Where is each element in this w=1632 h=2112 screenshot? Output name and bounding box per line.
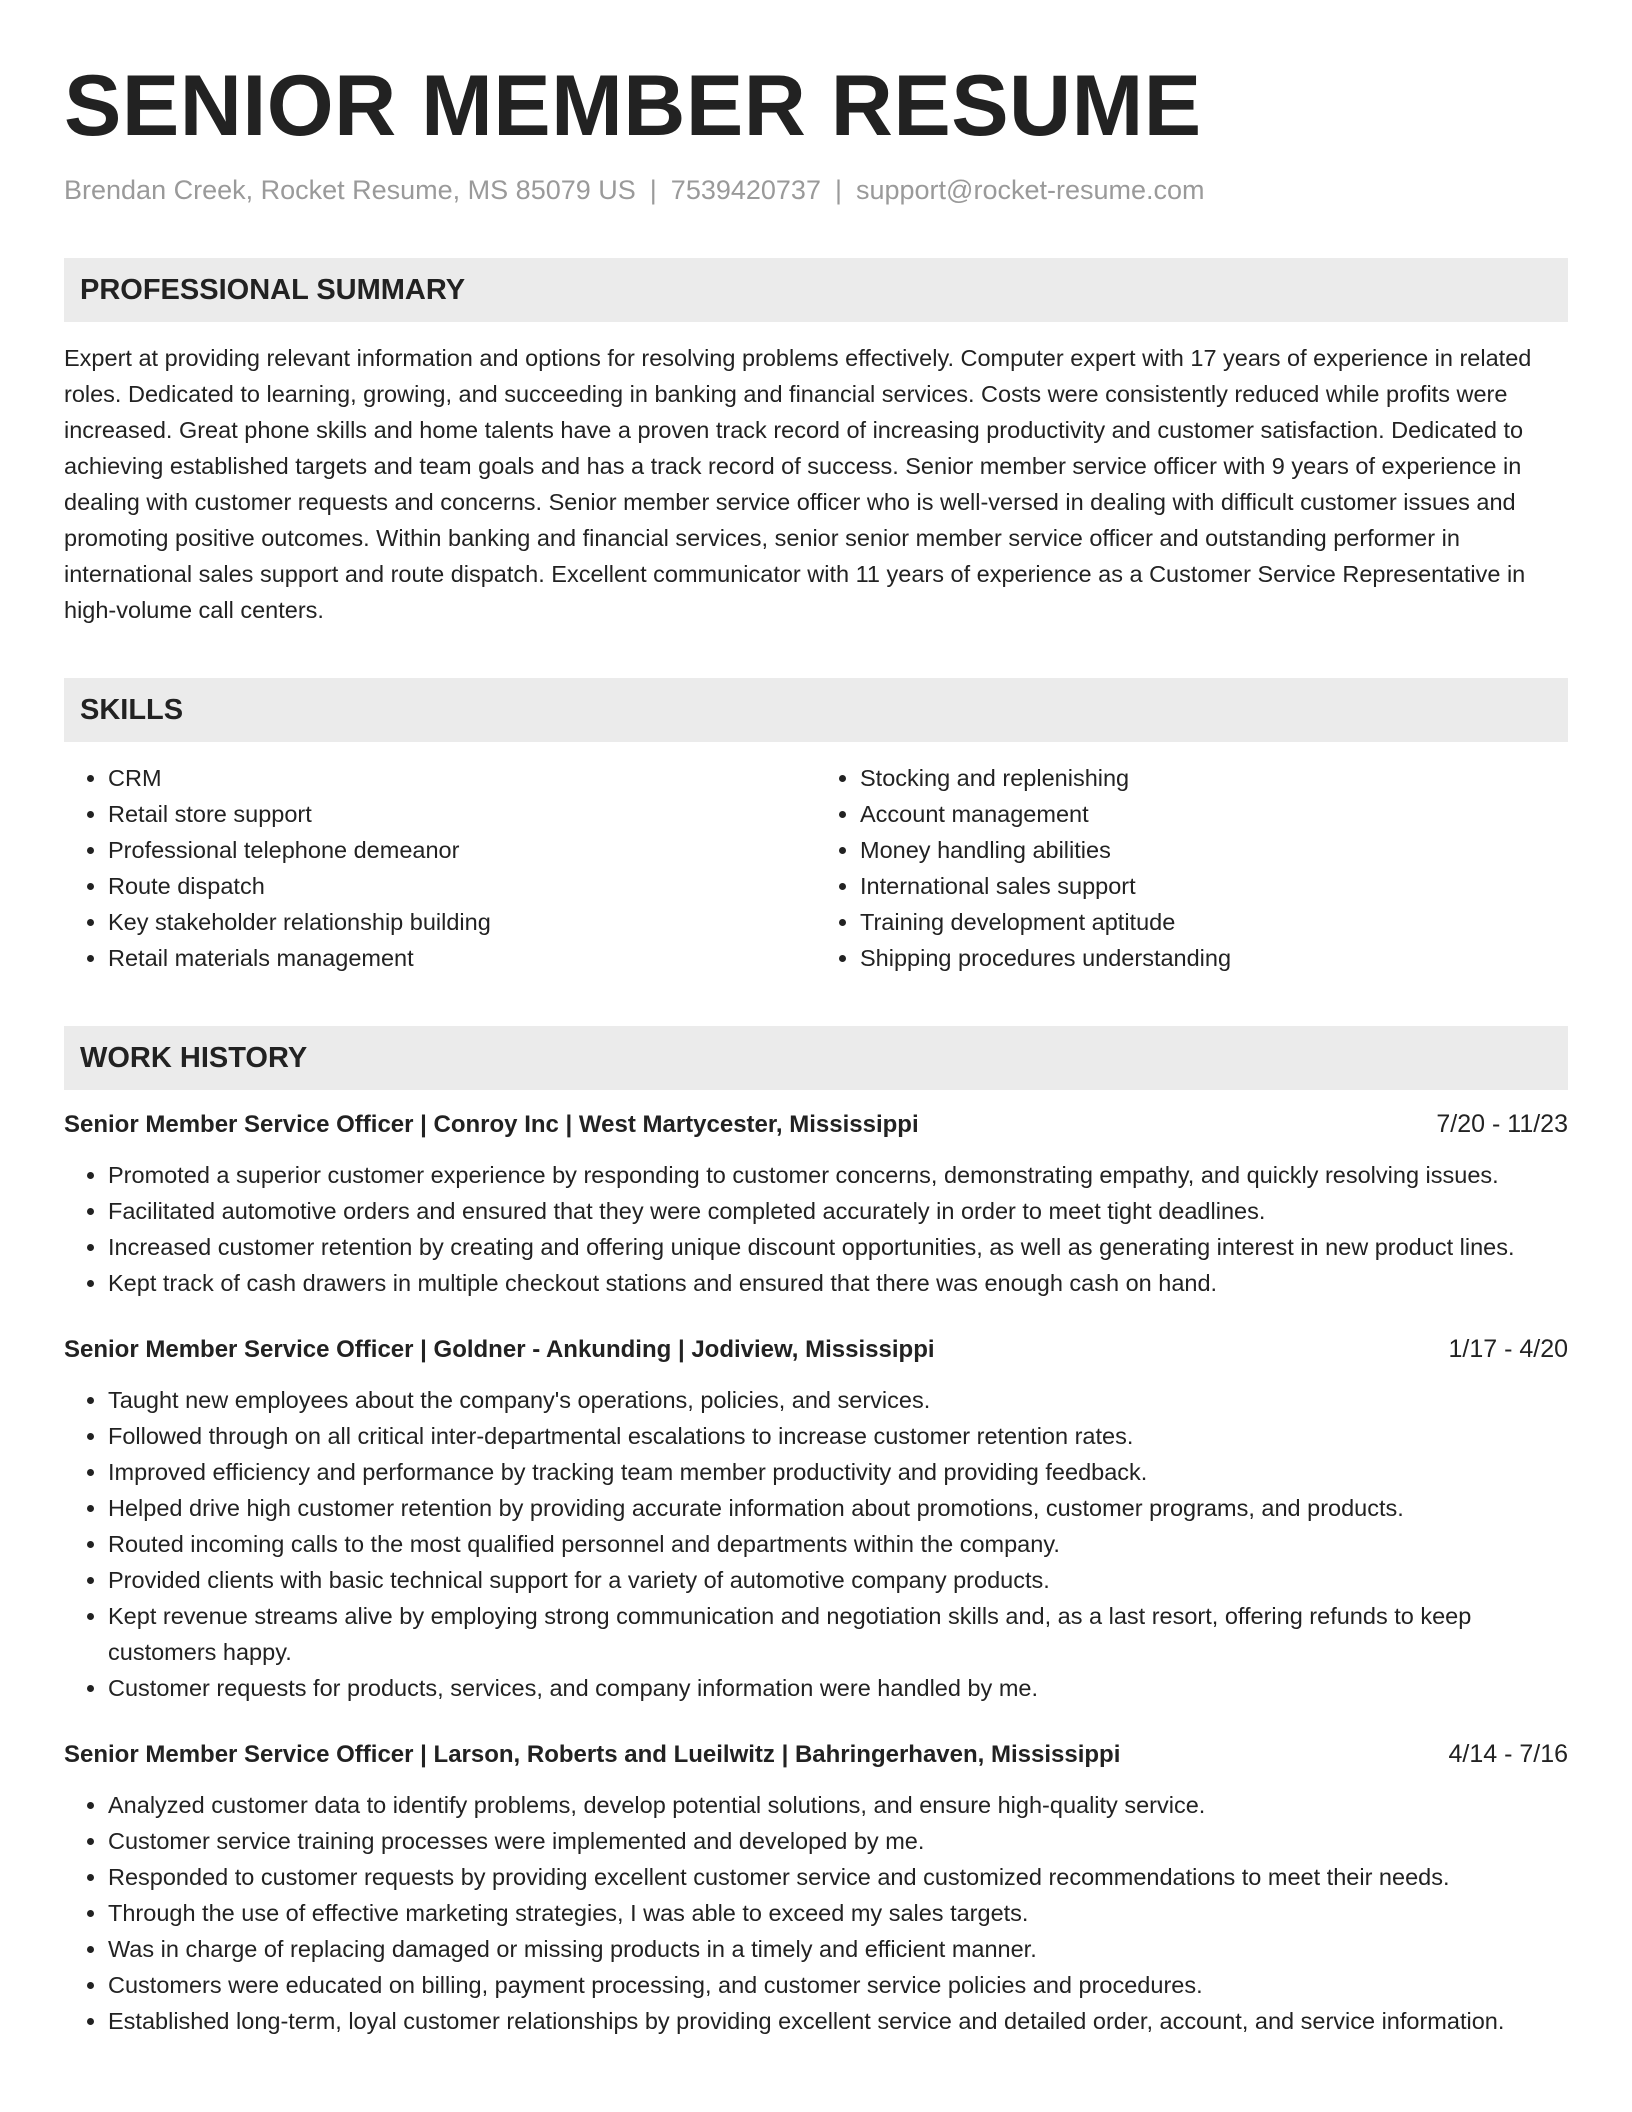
- job-title: Senior Member Service Officer | Goldner - Ankunding | Jodiview, Mississippi: [64, 1336, 935, 1363]
- job-bullets: [64, 1382, 1568, 1706]
- job-bullet: • Helped drive high customer retention by providing accurate information about promotions, customer programs, and products.: [108, 1490, 1568, 1526]
- job-bullet: • Taught new employees about the company's operations, policies, and services.: [108, 1382, 1568, 1418]
- job-dates: 7/20 - 11/23: [1436, 1110, 1568, 1138]
- skill-item: • Account management: [860, 796, 1568, 832]
- skill-item: • Route dispatch: [108, 868, 816, 904]
- work-history-list: [64, 1106, 1568, 2039]
- job-bullet: • Facilitated automotive orders and ensured that they were completed accurately in order to meet tight deadlines.: [108, 1193, 1568, 1229]
- job-header: [64, 1106, 1568, 1143]
- skills-column-left: [64, 760, 816, 976]
- contact-email: support@rocket-resume.com: [855, 175, 1205, 205]
- skill-item: • Stocking and replenishing: [860, 760, 1568, 796]
- job-bullet: • Kept track of cash drawers in multiple checkout stations and ensured that there was enough cash on hand.: [108, 1265, 1568, 1301]
- contact-address: Brendan Creek, Rocket Resume, MS 85079 US: [64, 175, 636, 205]
- skill-item: • Retail store support: [108, 796, 816, 832]
- skill-item: • Money handling abilities: [860, 832, 1568, 868]
- skill-item: • Retail materials management: [108, 940, 816, 976]
- job-bullet: • Analyzed customer data to identify problems, develop potential solutions, and ensure high-quality service.: [108, 1787, 1568, 1823]
- section-heading-summary: PROFESSIONAL SUMMARY: [64, 258, 1568, 322]
- job-bullet: • Followed through on all critical inter-departmental escalations to increase customer retention rates.: [108, 1418, 1568, 1454]
- contact-separator: |: [649, 175, 657, 205]
- job-bullet: • Increased customer retention by creating and offering unique discount opportunities, as well as generating interest in new product lines.: [108, 1229, 1568, 1265]
- skill-item: • International sales support: [860, 868, 1568, 904]
- skill-item: • Shipping procedures understanding: [860, 940, 1568, 976]
- job-bullet: • Was in charge of replacing damaged or missing products in a timely and efficient manner.: [108, 1931, 1568, 1967]
- job-title: Senior Member Service Officer | Larson, Roberts and Lueilwitz | Bahringerhaven, Mississippi: [64, 1741, 1121, 1768]
- job-entry: [64, 1106, 1568, 1301]
- job-bullet: • Customer service training processes were implemented and developed by me.: [108, 1823, 1568, 1859]
- job-bullet: • Kept revenue streams alive by employing strong communication and negotiation skills and, as a last resort, offering refunds to keep customers happy.: [108, 1598, 1568, 1670]
- job-dates: 4/14 - 7/16: [1448, 1740, 1568, 1768]
- summary-text: Expert at providing relevant information and options for resolving problems effectively. Computer expert with 17 years of experience in related roles. Dedicated to learning, growing, and succeeding in banking and financial services. Costs were consistently reduced while profits were increased. Great phone skills and home talents have a proven track record of increasing productivity and customer satisfaction. Dedicated to achieving established targets and team goals and has a track record of success. Senior member service officer with 9 years of experience in dealing with customer requests and concerns. Senior member service officer who is well-versed in dealing with difficult customer issues and promoting positive outcomes. Within banking and financial services, senior senior member service officer and outstanding performer in international sales support and route dispatch. Excellent communicator with 11 years of experience as a Customer Service Representative in high-volume call centers.: [64, 345, 1532, 623]
- section-heading-skills: SKILLS: [64, 678, 1568, 742]
- job-header: [64, 1331, 1568, 1368]
- job-bullets: [64, 1157, 1568, 1301]
- job-bullet: • Promoted a superior customer experience by responding to customer concerns, demonstrating empathy, and quickly resolving issues.: [108, 1157, 1568, 1193]
- job-entry: [64, 1331, 1568, 1706]
- skill-item: • Professional telephone demeanor: [108, 832, 816, 868]
- section-heading-work-history: WORK HISTORY: [64, 1026, 1568, 1090]
- job-bullets: [64, 1787, 1568, 2039]
- skills-column-right: [816, 760, 1568, 976]
- job-bullet: • Through the use of effective marketing strategies, I was able to exceed my sales targets.: [108, 1895, 1568, 1931]
- job-header: [64, 1736, 1568, 1773]
- skill-item: • Key stakeholder relationship building: [108, 904, 816, 940]
- job-dates: 1/17 - 4/20: [1448, 1335, 1568, 1363]
- job-bullet: • Responded to customer requests by providing excellent customer service and customized recommendations to meet their needs.: [108, 1859, 1568, 1895]
- skills-list: [64, 760, 1568, 976]
- resume-title: SENIOR MEMBER RESUME: [64, 58, 1202, 154]
- job-title: Senior Member Service Officer | Conroy Inc | West Martycester, Mississippi: [64, 1111, 919, 1138]
- job-bullet: • Customers were educated on billing, payment processing, and customer service policies and procedures.: [108, 1967, 1568, 2003]
- job-entry: [64, 1736, 1568, 2039]
- job-bullet: • Provided clients with basic technical support for a variety of automotive company products.: [108, 1562, 1568, 1598]
- job-bullet: • Routed incoming calls to the most qualified personnel and departments within the company.: [108, 1526, 1568, 1562]
- job-bullet: • Improved efficiency and performance by tracking team member productivity and providing feedback.: [108, 1454, 1568, 1490]
- contact-phone: 7539420737: [670, 175, 821, 205]
- contact-line: [64, 174, 1568, 206]
- contact-separator: |: [834, 175, 842, 205]
- job-bullet: • Customer requests for products, services, and company information were handled by me.: [108, 1670, 1568, 1706]
- skill-item: • Training development aptitude: [860, 904, 1568, 940]
- job-bullet: • Established long-term, loyal customer relationships by providing excellent service and detailed order, account, and service information.: [108, 2003, 1568, 2039]
- skill-item: • CRM: [108, 760, 816, 796]
